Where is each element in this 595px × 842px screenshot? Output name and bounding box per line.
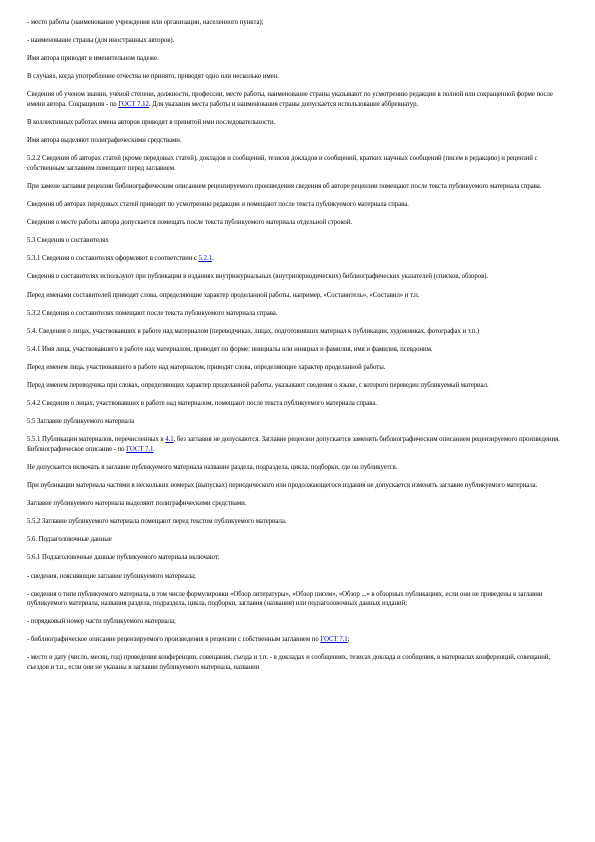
reference-link[interactable]: 4.1 [165,436,174,444]
paragraph-text: В коллективных работах имена авторов приводят в принятой ими последовательности. [27,119,276,127]
paragraph [27,363,572,373]
paragraph-text: 5.2.2 Сведения об авторах статей (кроме передовых статей), докладов и сообщений, тезисов докладов и сообщений, кратких научных сообщений (писем в редакцию) и рецензий с собственным заглавием помещают перед заглавием. [27,155,538,172]
paragraph-text: - порядковый номер части публикуемого материала; [27,618,176,626]
reference-link[interactable]: ГОСТ 7.1 [320,636,348,644]
paragraph [27,481,572,491]
paragraph-text: 5.6.1 Подзаголовочные данные публикуемого материала включают: [27,554,220,562]
paragraph [27,72,572,82]
paragraph-text: - библиографическое описание рецензируемого произведения в рецензии с собственным заглавием по [27,636,321,644]
reference-link[interactable]: 5.2.1 [198,255,212,263]
paragraph [27,381,572,391]
paragraph-text: , без заглавия не допускаются. Заглавие рецензии допускается заменять библиографическим описанием рецензируемого произведения. Библиографическое описание - по [27,436,560,453]
paragraph [27,118,572,128]
reference-link[interactable]: ГОСТ 7.12 [118,100,149,108]
paragraph [27,36,572,46]
paragraph [27,399,572,409]
paragraph-text: Сведения об авторах передовых статей приводят по усмотрению редакции и помещают после текста публикуемого материала справа. [27,201,409,209]
paragraph [27,154,572,173]
paragraph-text: - место работы (наименование учреждения или организации, населенного пункта); [27,19,264,26]
paragraph-text: Сведения о составителях используют при публикации в изданиях внутрижурнальных (внутрипериодических) библиографических указателей (списков, обзоров). [27,273,489,281]
paragraph-text: При замене заглавия рецензии библиографическим описанием рецензируемого произведения сведения об авторе рецензии помещают после текста публикуемого материала справа. [27,182,542,190]
paragraph [27,517,572,527]
paragraph [27,653,572,672]
paragraph-text: - сведения, поясняющие заглавие публикуемого материала; [27,572,196,580]
document-page [27,18,572,681]
paragraph-text: - место и дату (число, месяц, год) проведения конференции, совещания, съезда и т.п. - в докладах и сообщениях, тезисах доклада и сообщения, в материалах конференций, совещаний, съездов и т.п., если они не указаны в заглавии публикуемого материала, названии [27,654,551,672]
paragraph-text: 5.3.1 Сведения о составителях оформляют в соответствии с [27,255,199,263]
paragraph [27,236,572,246]
paragraph [27,553,572,563]
paragraph-text: 5.5.2 Заглавие публикуемого материала помещают перед текстом публикуемого материала. [27,518,287,526]
paragraph-text: Перед именами составителей приводят слова, определяющие характер проделанной работы, например, «Составитель», «Составил» и т.п. [27,291,420,299]
paragraph [27,572,572,582]
paragraph-text: 5.5 Заглавие публикуемого материала [27,418,135,426]
paragraph [27,327,572,337]
paragraph [27,291,572,301]
paragraph-text: - сведения о типе публикуемого материала, в том числе формулировки «Обзор литературы», «Обзор писем», «Обзор ...» в обзорных публикациях, если они не приведены в заглавии публикуемого материала, названия раздела, подраздела, цикла, подборки, заглавия (названия) или подзаголовочных данных изданий; [27,590,543,608]
paragraph [27,254,572,264]
paragraph-text: - наименование страны (для иностранных авторов). [27,37,175,45]
paragraph-text: Перед именем лица, участвовавшего в работе над материалом, приводят слова, определяющие характер проделанной работы. [27,363,386,371]
paragraph-text: 5.3.2 Сведения о составителях помещают после текста публикуемого материала справа. [27,309,278,317]
paragraph [27,218,572,228]
paragraph [27,182,572,192]
paragraph [27,417,572,427]
paragraph [27,200,572,210]
paragraph [27,463,572,473]
paragraph-text: При публикации материала частями в нескольких номерах (выпусках) периодического или продолжающегося издания не допускается изменять заглавие публикуемого материала. [27,482,538,490]
paragraph-text: Сведения о месте работы автора допускается помещать после текста публикуемого материала отдельной строкой. [27,219,353,227]
paragraph-text: 5.4.1 Имя лица, участвовавшего в работе над материалом, приводят по форме: инициалы или инициал и фамилия, имя и фамилия, псевдоним. [27,345,433,353]
paragraph-text: В случаях, когда употребление отчества не принято, приводят одно или несколько имен. [27,73,279,81]
paragraph [27,18,572,28]
paragraph-text: Не допускается включать в заглавие публикуемого материала название раздела, подраздела, цикла, подборки, где он публикуется. [27,463,398,471]
paragraph [27,54,572,64]
paragraph-text: 5.4. Сведения о лицах, участвовавших в работе над материалом (переводчиках, лицах, подготовивших материал к публикации, художниках, фотографах и т.п.) [27,327,480,335]
paragraph-text: ; [347,636,350,644]
paragraph [27,635,572,645]
paragraph-text: Имя автора выделяют полиграфическими средствами. [27,137,182,145]
paragraph-text: . Для указания места работы и наименования страны допускается использование аббревиатур. [148,100,419,108]
paragraph-text: Сведения об ученом звании, ученой степени, должности, профессии, месте работы, наименование страны указывают по усмотрению редакции в полной или сокращенной форме после имени автора. Сокращения - по [27,91,553,108]
reference-link[interactable]: ГОСТ 7.1 [126,445,154,453]
paragraph [27,590,572,609]
paragraph-text: 5.6. Подзаголовочные данные [27,536,112,544]
paragraph [27,90,572,109]
paragraph [27,309,572,319]
paragraph [27,535,572,545]
paragraph-text: 5.3 Сведения о составителях [27,237,109,245]
paragraph [27,345,572,355]
paragraph-text: . [211,255,214,263]
paragraph [27,136,572,146]
paragraph-text: Заглавие публикуемого материала выделяют полиграфическими средствами. [27,500,247,508]
paragraph [27,617,572,627]
paragraph-text: Перед именем переводчика при словах, определяющих характер проделанной работы, указывают сведения о языке, с которого переведен публикуемый материал. [27,381,489,389]
paragraph-text: 5.5.1 Публикации материалов, перечисленных в [27,436,166,444]
paragraph [27,499,572,509]
paragraph-text: . [153,445,156,453]
paragraph-text: 5.4.2 Сведения о лицах, участвовавших в работе над материалом, помещают после текста публикуемого материала справа. [27,400,377,408]
paragraph [27,435,572,454]
paragraph-text: Имя автора приводят в именительном падеже. [27,55,159,63]
paragraph [27,272,572,282]
